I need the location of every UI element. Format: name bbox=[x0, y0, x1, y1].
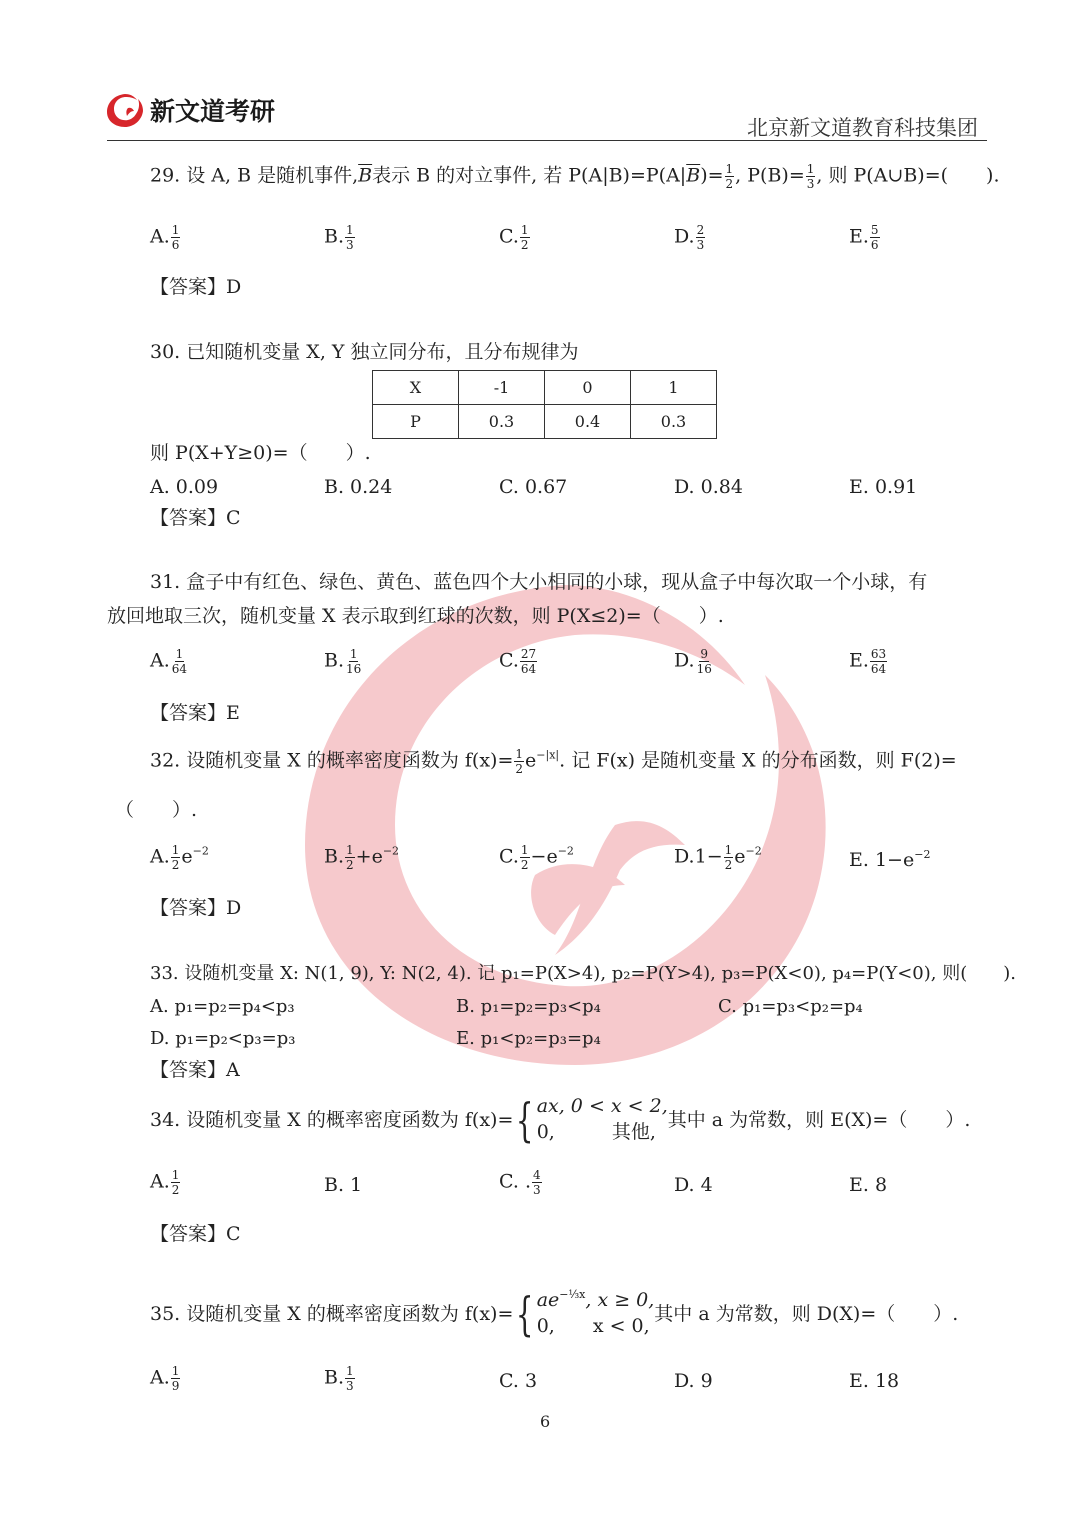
logo-text: 新文道考研 bbox=[150, 97, 276, 126]
q34-answer: 【答案】C bbox=[150, 1223, 241, 1245]
q30-ask: 则 P(X+Y≥0)=（ ）. bbox=[150, 442, 371, 464]
q30-option-b[interactable]: B. 0.24 bbox=[324, 476, 393, 498]
q30-option-c[interactable]: C. 0.67 bbox=[499, 476, 568, 498]
q34-cases: ax, 0 < x < 2, 0, 其他, bbox=[536, 1095, 668, 1143]
q29-stem: 29. 设 A, B 是随机事件$,\overline{B}$表示 B 的对立事件, 若 $P(A|B)=P(A|\overline{B})=$ $\frac{1}{2}$ , P(B)= $\frac{1}{3}$ , 则 P(A∪B)=( ). bbox=[150, 162, 1000, 191]
q35-cases: $ae^{-\frac{1}{3}x}$, x ≥ 0, 0, x < 0, bbox=[536, 1288, 655, 1337]
q33-option-c[interactable]: C. p₁=p₃<p₂=p₄ bbox=[718, 996, 863, 1017]
q33-option-d[interactable]: D. p₁=p₂<p₃=p₃ bbox=[150, 1028, 296, 1049]
q32-stem-line2: （ ）. bbox=[115, 799, 198, 821]
q35-option-e[interactable]: E. 18 bbox=[849, 1370, 900, 1392]
q30-stem: 30. 已知随机变量 X, Y 独立同分布，且分布规律为 bbox=[150, 341, 579, 363]
q31-option-c[interactable]: C. $\frac{27}{64}$ bbox=[499, 647, 537, 676]
table-cell: 0.3 bbox=[459, 405, 545, 439]
table-cell: P bbox=[373, 405, 459, 439]
q29-option-d[interactable]: D. $\frac{2}{3}$ bbox=[674, 223, 705, 252]
q31-answer: 【答案】E bbox=[150, 702, 240, 724]
org-name: 北京新文道教育科技集团 bbox=[747, 116, 978, 140]
table-cell: 0 bbox=[545, 371, 631, 405]
q34-option-c[interactable]: C. . $\frac{4}{3}$ bbox=[499, 1168, 541, 1197]
q30-distribution-table bbox=[372, 370, 717, 439]
q35-option-a[interactable]: A. $\frac{1}{9}$ bbox=[150, 1364, 180, 1393]
q35-option-d[interactable]: D. 9 bbox=[674, 1370, 713, 1392]
q33-option-a[interactable]: A. p₁=p₂=p₄<p₃ bbox=[150, 996, 295, 1017]
table-row bbox=[373, 371, 717, 405]
table-cell: 0.3 bbox=[631, 405, 717, 439]
logo-phoenix-icon bbox=[106, 92, 144, 128]
table-cell: X bbox=[373, 371, 459, 405]
q29-option-b[interactable]: B. $\frac{1}{3}$ bbox=[324, 223, 354, 252]
q32-option-b[interactable]: B. $\frac{1}{2}$ $+e^{-2}$ bbox=[324, 843, 400, 872]
q34-option-b[interactable]: B. 1 bbox=[324, 1174, 363, 1196]
q31-stem-line2: 放回地取三次，随机变量 X 表示取到红球的次数，则 P(X≤2)=（ ）. bbox=[107, 605, 724, 627]
q33-option-e[interactable]: E. p₁<p₂=p₃=p₄ bbox=[456, 1028, 601, 1049]
q34-stem: 34. 设随机变量 X 的概率密度函数为 f(x)= { ax, 0 < x < 2, 0, 其他, 其中 a 为常数，则 E(X)=（ ）. bbox=[150, 1093, 971, 1147]
table-cell: -1 bbox=[459, 371, 545, 405]
q35-option-b[interactable]: B. $\frac{1}{3}$ bbox=[324, 1364, 354, 1393]
table-cell: 1 bbox=[631, 371, 717, 405]
q29-option-a[interactable]: A. $\frac{1}{6}$ bbox=[150, 223, 180, 252]
logo bbox=[106, 92, 275, 128]
q32-stem: 32. 设随机变量 X 的概率密度函数为 f(x)= $\frac{1}{2}$ $e^{-|x|}$. 记 F(x) 是随机变量 X 的分布函数，则 F(2)= bbox=[150, 747, 957, 776]
q30-option-e[interactable]: E. 0.91 bbox=[849, 476, 918, 498]
q32-answer: 【答案】D bbox=[150, 897, 242, 919]
q34-option-e[interactable]: E. 8 bbox=[849, 1174, 888, 1196]
q33-stem: 33. 设随机变量 X: N(1, 9), Y: N(2, 4). 记 p₁=P(X>4), p₂=P(Y>4), p₃=P(X<0), p₄=P(Y<0), 则( ). bbox=[150, 963, 1016, 984]
q31-option-a[interactable]: A. $\frac{1}{64}$ bbox=[150, 647, 188, 676]
header-rule bbox=[107, 140, 987, 141]
page-number: 6 bbox=[540, 1412, 551, 1431]
q31-option-e[interactable]: E. $\frac{63}{64}$ bbox=[849, 647, 887, 676]
q31-option-d[interactable]: D. $\frac{9}{16}$ bbox=[674, 647, 712, 676]
q31-stem-line1: 31. 盒子中有红色、绿色、黄色、蓝色四个大小相同的小球，现从盒子中每次取一个小球，有 bbox=[150, 571, 928, 593]
q35-stem: 35. 设随机变量 X 的概率密度函数为 f(x)= { $ae^{-\frac{1}{3}x}$, x ≥ 0, 0, x < 0, 其中 a 为常数，则 D(X)=（ ）. bbox=[150, 1287, 959, 1341]
table-row bbox=[373, 405, 717, 439]
q29-answer: 【答案】D bbox=[150, 276, 242, 298]
q29-option-e[interactable]: E. $\frac{5}{6}$ bbox=[849, 223, 879, 252]
q30-answer: 【答案】C bbox=[150, 507, 241, 529]
table-cell: 0.4 bbox=[545, 405, 631, 439]
q35-option-c[interactable]: C. 3 bbox=[499, 1370, 538, 1392]
q29-option-c[interactable]: C. $\frac{1}{2}$ bbox=[499, 223, 529, 252]
q30-option-a[interactable]: A. 0.09 bbox=[150, 476, 219, 498]
q32-option-a[interactable]: A. $\frac{1}{2}$ $e^{-2}$ bbox=[150, 843, 209, 872]
q33-answer: 【答案】A bbox=[150, 1059, 240, 1081]
q34-option-a[interactable]: A. $\frac{1}{2}$ bbox=[150, 1168, 180, 1197]
q34-option-d[interactable]: D. 4 bbox=[674, 1174, 713, 1196]
q32-option-e[interactable]: E. $1-e^{-2}$ bbox=[849, 848, 931, 871]
q33-option-b[interactable]: B. p₁=p₂=p₃<p₄ bbox=[456, 996, 601, 1017]
q31-option-b[interactable]: B. $\frac{1}{16}$ bbox=[324, 647, 362, 676]
q30-option-d[interactable]: D. 0.84 bbox=[674, 476, 743, 498]
q32-option-d[interactable]: D.1− $\frac{1}{2}$ $e^{-2}$ bbox=[674, 843, 762, 872]
q32-option-c[interactable]: C. $\frac{1}{2}$ $-e^{-2}$ bbox=[499, 843, 574, 872]
